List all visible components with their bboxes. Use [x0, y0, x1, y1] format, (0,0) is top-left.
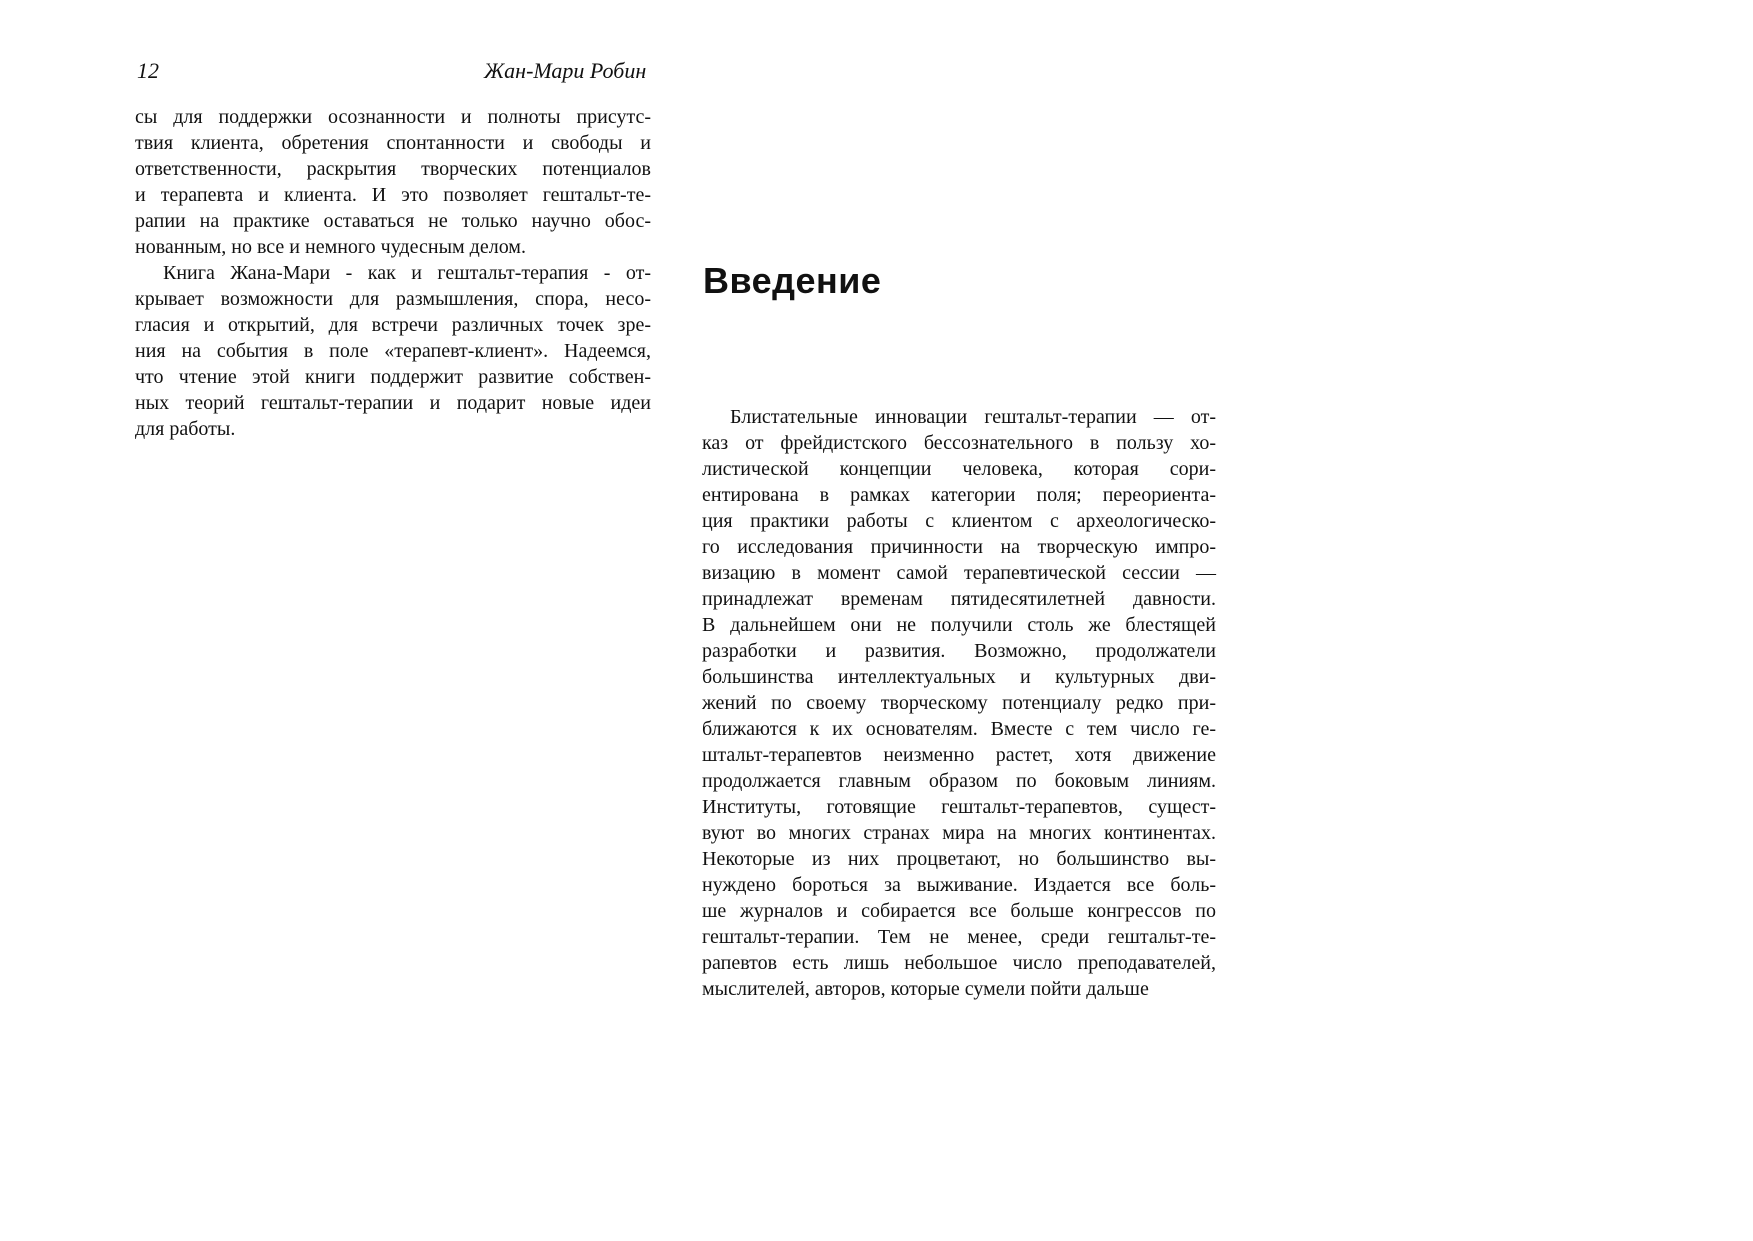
page-number: 12 — [137, 58, 159, 83]
body-paragraph: Блистательные инновации гештальт-терапии — от- каз от фрейдистского бессознательного в пользу хо- листической концепции человека, которая сори- ентирована в рамках категории поля; переориента- ция практики работы с клиентом с археологическо- го исследования причинности на творческую импро- визацию в момент самой терапевтической сессии — принадлежат временам пятидесятилетней давности. В дальнейшем они не получили столь же блестящей разработки и развития. Возможно, продолжатели большинства интеллектуальных и культурных дви- жений по своему творческому потенциалу редко при- ближаются к их основателям. Вместе с тем число ге- штальт-терапевтов неизменно растет, хотя движение продолжается главным образом по боковым линиям. Институты, готовящие гештальт-терапевтов, сущест- вуют во многих странах мира на многих континентах. Некоторые из них процветают, но большинство вы- нуждено бороться за выживание. Издается все боль- ше журналов и собирается все больше конгрессов по гештальт-терапии. Тем не менее, среди гештальт-те- рапевтов есть лишь небольшое число преподавателей, мыслителей, авторов, которые сумели пойти дальше — [702, 406, 1216, 1000]
running-head: Жан-Мари Робин — [484, 58, 647, 83]
right-page-text — [702, 404, 1216, 1002]
chapter-heading: Введение — [703, 260, 882, 301]
body-paragraph: Книга Жана-Мари - как и гештальт-терапия - от- крывает возможности для размышления, спора, несо- гласия и открытий, для встречи различных точек зре- ния на события в поле «терапевт-клиент». Надеемся, что чтение этой книги поддержит развитие собствен- ных теорий гештальт-терапии и подарит новые идеи для работы. — [135, 262, 651, 440]
left-page-text — [135, 104, 651, 442]
body-paragraph: сы для поддержки осознанности и полноты присутс- твия клиента, обретения спонтанности и свободы и ответственности, раскрытия творческих потенциалов и терапевта и клиента. И это позволяет гештальт-те- рапии на практике оставаться не только научно обос- нованным, но все и немного чудесным делом. — [135, 106, 651, 258]
